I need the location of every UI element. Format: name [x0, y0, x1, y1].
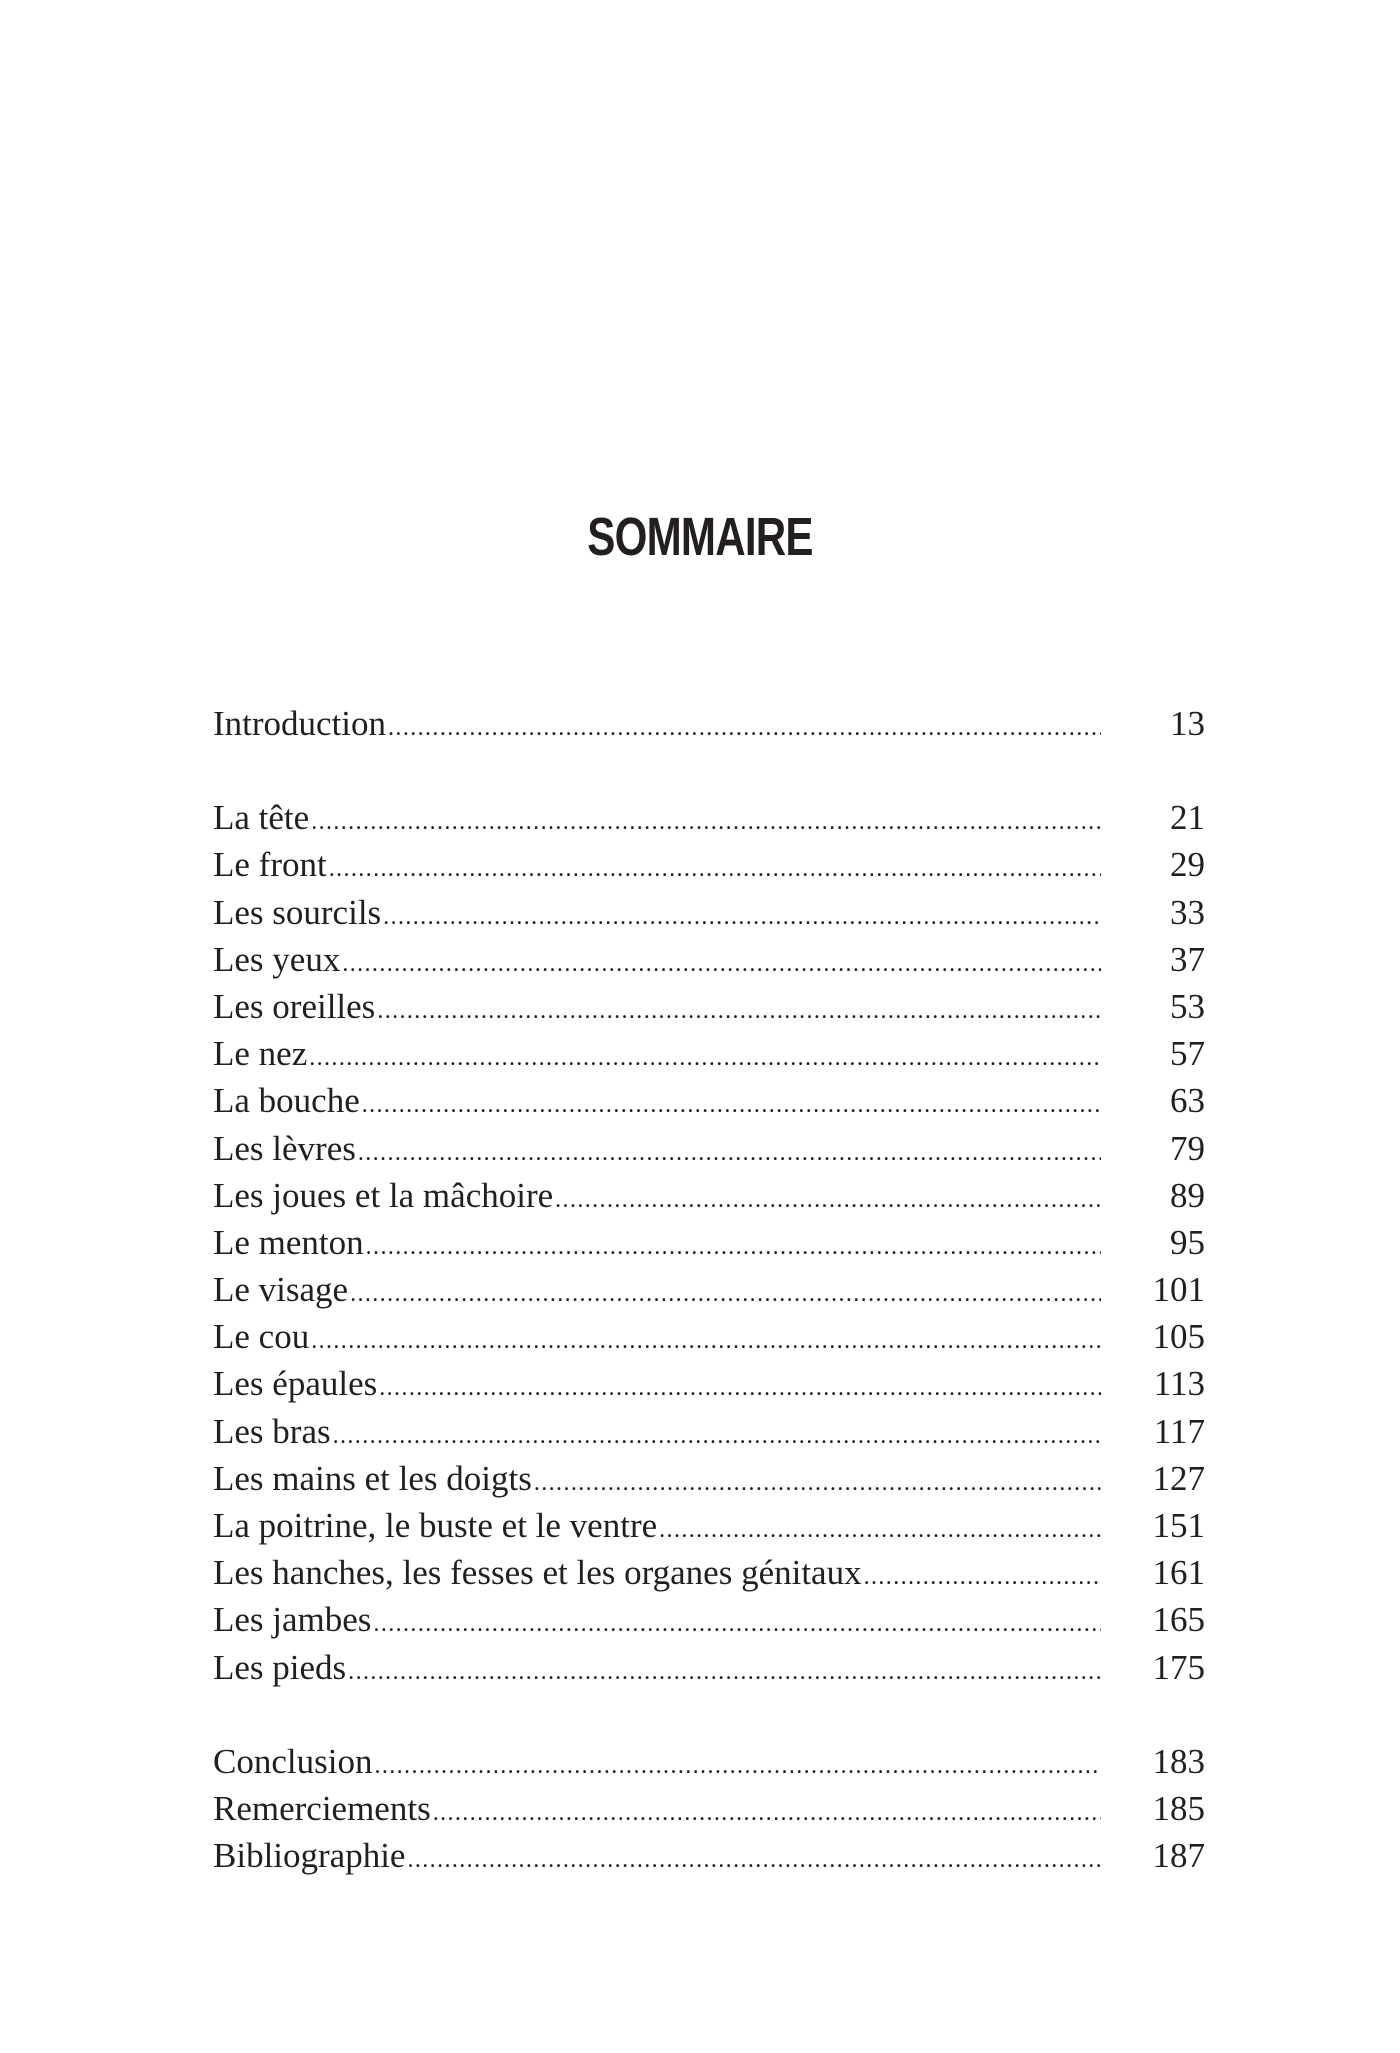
- toc-entry[interactable]: [213, 1596, 1205, 1643]
- toc-entry-label: Les joues et la mâchoire: [213, 1175, 554, 1215]
- dot-leader: [362, 1082, 1101, 1129]
- dot-leader: [350, 1271, 1101, 1318]
- toc-entry-page: 101: [1152, 1270, 1205, 1310]
- dot-leader: [358, 1130, 1101, 1177]
- dot-leader: [373, 1601, 1101, 1648]
- dot-leader: [374, 1743, 1101, 1790]
- toc-entry[interactable]: [213, 1738, 1205, 1785]
- toc-entry-page: 13: [1170, 704, 1205, 743]
- toc-entry[interactable]: [213, 1266, 1205, 1313]
- toc-entry-label: Conclusion: [213, 1741, 373, 1781]
- toc-entry-page: 183: [1152, 1741, 1205, 1781]
- toc-entry[interactable]: [213, 1549, 1205, 1596]
- dot-leader: [309, 1035, 1101, 1082]
- toc-entry-label: Le visage: [213, 1270, 349, 1310]
- dot-leader: [534, 1460, 1101, 1507]
- toc-entry-label: Les hanches, les fesses et les organes génitaux: [213, 1553, 862, 1593]
- dot-leader: [377, 988, 1101, 1035]
- table-of-contents: [213, 700, 1205, 1879]
- dot-leader: [659, 1507, 1101, 1554]
- dot-leader: [555, 1177, 1101, 1224]
- toc-entry-label: Les oreilles: [213, 986, 376, 1026]
- toc-entry-label: Les jambes: [213, 1600, 372, 1640]
- toc-entry-label: Les pieds: [213, 1647, 347, 1687]
- toc-entry-label: Le nez: [213, 1034, 308, 1074]
- dot-leader: [864, 1554, 1101, 1601]
- toc-entry-page: 185: [1152, 1788, 1205, 1828]
- dot-leader: [333, 1413, 1101, 1460]
- toc-entry[interactable]: [213, 794, 1205, 841]
- toc-entry-page: 175: [1152, 1647, 1205, 1687]
- toc-entry-page: 127: [1152, 1458, 1205, 1498]
- toc-entry-label: Les lèvres: [213, 1128, 356, 1168]
- page-title: SOMMAIRE: [587, 507, 813, 568]
- toc-entry-page: 113: [1153, 1364, 1205, 1404]
- toc-entry[interactable]: [213, 983, 1205, 1030]
- toc-entry-page: 21: [1170, 798, 1205, 838]
- toc-entry-page: 105: [1152, 1317, 1205, 1357]
- toc-entry-label: Les yeux: [213, 939, 341, 979]
- dot-leader: [342, 941, 1101, 988]
- dot-leader: [407, 1837, 1101, 1884]
- toc-entry-page: 37: [1170, 939, 1205, 979]
- toc-entry[interactable]: [213, 1313, 1205, 1360]
- toc-entry-page: 165: [1152, 1600, 1205, 1640]
- toc-entry-label: Les mains et les doigts: [213, 1458, 532, 1498]
- toc-entry[interactable]: [213, 1502, 1205, 1549]
- toc-entry-page: 79: [1170, 1128, 1205, 1168]
- dot-leader: [433, 1790, 1101, 1837]
- toc-entry[interactable]: [213, 1030, 1205, 1077]
- toc-entry[interactable]: [213, 1219, 1205, 1266]
- toc-entry-label: Les sourcils: [213, 892, 382, 932]
- toc-entry-label: Bibliographie: [213, 1836, 406, 1876]
- toc-entry[interactable]: [213, 1172, 1205, 1219]
- toc-entry-label: La poitrine, le buste et le ventre: [213, 1506, 658, 1545]
- toc-entry[interactable]: [213, 1408, 1205, 1455]
- toc-entry[interactable]: [213, 1644, 1205, 1691]
- toc-entry-page: 151: [1152, 1506, 1205, 1545]
- toc-entry-page: 161: [1152, 1553, 1205, 1593]
- toc-entry-label: Le menton: [213, 1222, 364, 1262]
- toc-entry[interactable]: [213, 1455, 1205, 1502]
- toc-entry-label: Le cou: [213, 1317, 310, 1357]
- dot-leader: [379, 1365, 1101, 1412]
- toc-entry-page: 63: [1170, 1081, 1205, 1121]
- toc-entry[interactable]: [213, 1785, 1205, 1832]
- toc-entry-page: 29: [1170, 845, 1205, 885]
- toc-entry[interactable]: [213, 889, 1205, 936]
- toc-entry[interactable]: [213, 1077, 1205, 1124]
- toc-entry-page: 89: [1170, 1175, 1205, 1215]
- toc-entry-page: 95: [1170, 1222, 1205, 1262]
- toc-entry[interactable]: [213, 1360, 1205, 1407]
- toc-entry-label: La bouche: [213, 1081, 360, 1121]
- toc-entry-label: Les épaules: [213, 1364, 378, 1404]
- dot-leader: [348, 1649, 1101, 1696]
- toc-group-back-matter: [213, 1738, 1205, 1880]
- dot-leader: [366, 1224, 1101, 1271]
- toc-entry[interactable]: [213, 700, 1205, 747]
- toc-entry[interactable]: [213, 841, 1205, 888]
- toc-entry-label: Les bras: [213, 1411, 331, 1451]
- dot-leader: [311, 799, 1101, 846]
- toc-entry-label: Introduction: [213, 704, 387, 743]
- toc-group-chapters: [213, 794, 1205, 1691]
- toc-entry-page: 53: [1170, 986, 1205, 1026]
- toc-entry[interactable]: [213, 1125, 1205, 1172]
- toc-entry-page: 57: [1170, 1034, 1205, 1074]
- toc-entry-page: 117: [1153, 1411, 1205, 1451]
- toc-entry-page: 187: [1152, 1836, 1205, 1876]
- toc-entry[interactable]: [213, 936, 1205, 983]
- dot-leader: [388, 705, 1101, 752]
- toc-entry-label: La tête: [213, 798, 310, 838]
- toc-entry[interactable]: [213, 1832, 1205, 1879]
- dot-leader: [383, 894, 1101, 941]
- toc-entry-label: Remerciements: [213, 1788, 431, 1828]
- dot-leader: [311, 1318, 1101, 1365]
- toc-entry-label: Le front: [213, 845, 327, 885]
- toc-entry-page: 33: [1170, 892, 1205, 932]
- dot-leader: [329, 846, 1101, 893]
- toc-group-front-matter: [213, 700, 1205, 747]
